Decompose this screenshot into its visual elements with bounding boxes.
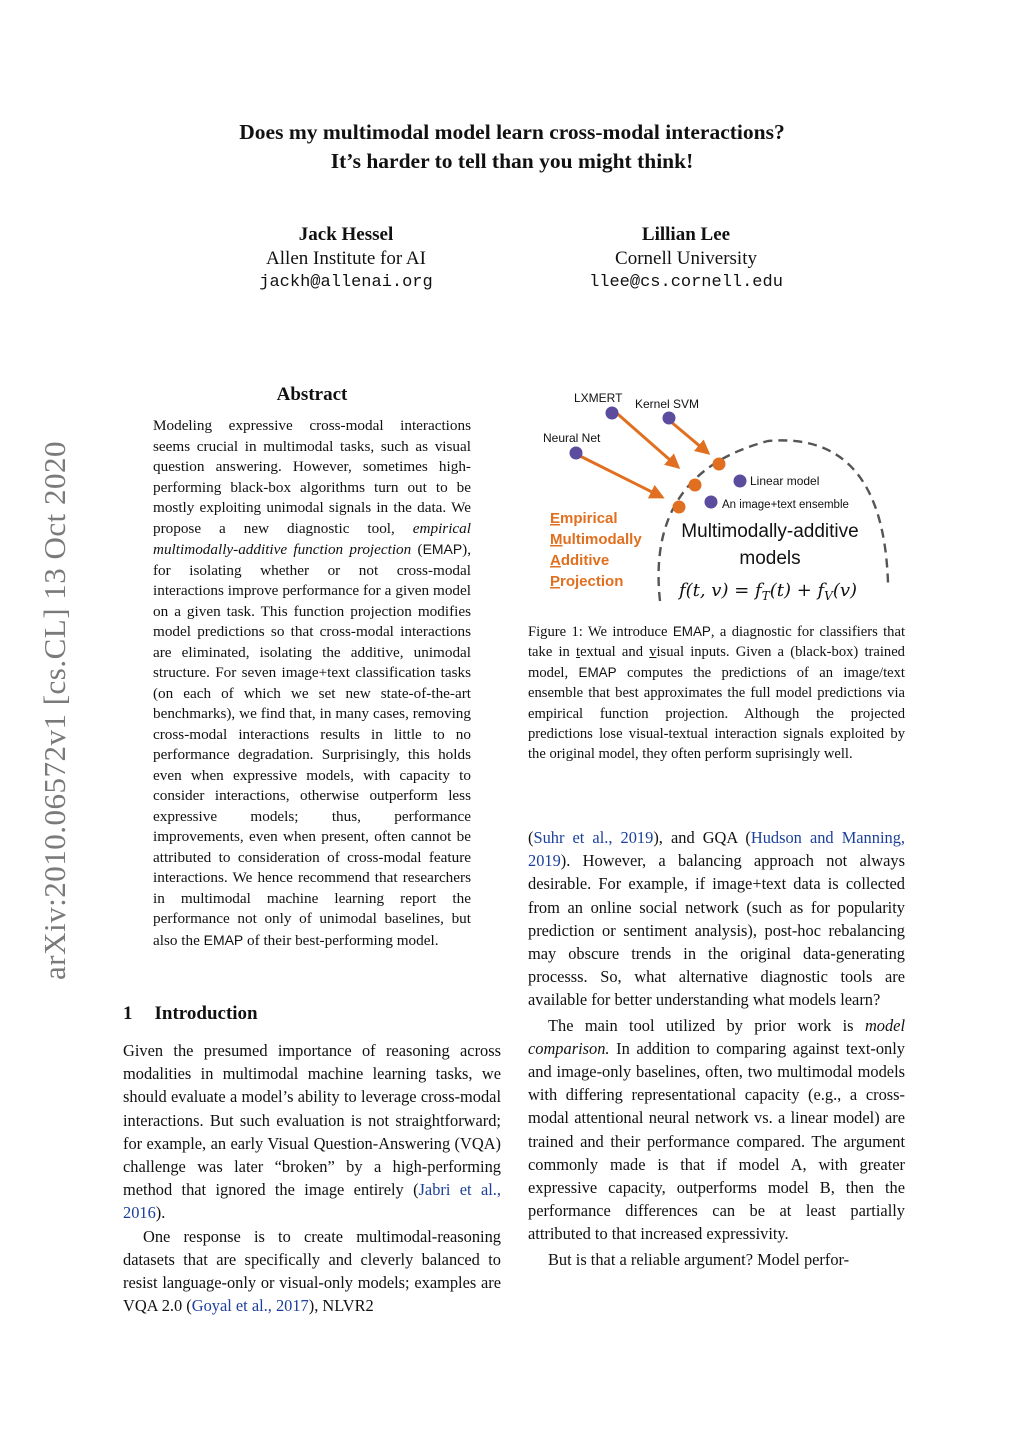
- citation-link[interactable]: Suhr et al., 2019: [533, 828, 654, 847]
- title-line-1: Does my multimodal model learn cross-modal interactions?: [239, 120, 785, 144]
- label-linear-model: Linear model: [750, 474, 820, 488]
- right-paragraph-3: But is that a reliable argument? Model perfor-: [548, 1249, 850, 1269]
- emap-word: Empirical: [550, 510, 618, 527]
- right-paragraph-1: (Suhr et al., 2019), and GQA (Hudson and Manning, 2019). However, a balancing approach not always desirable. For example, if image+text data is collected from an online social network (such as for popularity prediction or sentiment analysis), post-hoc rebalancing may obscure trends in the original data-generating processs. So, what alternative diagnostic tools are available for better understanding what models learn?: [528, 828, 905, 1010]
- projected-dot: [713, 458, 726, 471]
- model-dot-linear: [734, 475, 747, 488]
- title-line-2: It’s harder to tell than you might think!: [330, 149, 694, 173]
- citation-link[interactable]: Jabri et al., 2016: [123, 1180, 501, 1223]
- projected-dot: [673, 501, 686, 514]
- intro-paragraph-1: Given the presumed importance of reasoning across modalities in multimodal machine learning tasks, we should evaluate a model’s ability to leverage cross-modal interactions. But such evaluation is not straightforward; for example, an early Visual Question-Answering (VQA) challenge was later “broken” by a high-performing method that ignored the image entirely (Jabri et al., 2016).: [123, 1041, 501, 1223]
- author-email: llee@cs.cornell.edu: [589, 273, 783, 292]
- paper-title: [0, 118, 1024, 176]
- abstract-body: Modeling expressive cross-modal interactions seems crucial in multimodal tasks, such as visual question answering. However, sometimes high-performing black-box algorithms turn out to be mostly exploiting unimodal signals in the data. We propose a new diagnostic tool, empirical multimodally-additive function projection (EMAP), for isolating whether or not cross-modal interactions improve performance for a given model on a given task. This function projection modifies model predictions so that cross-modal interactions are eliminated, isolating the additive, unimodal structure. For seven image+text classification tasks (on each of which we set new state-of-the-art benchmarks), we find that, in many cases, removing cross-modal interactions results in little to no performance degradation. Surprisingly, this holds even when expressive models, with capacity to consider interactions, otherwise outperform less expressive models; thus, performance improvements, even when present, often cannot be attributed to consideration of cross-modal feature interactions. We hence recommend that researchers in multimodal machine learning report the performance not only of unimodal baselines, but also the EMAP of their best-performing model.: [153, 417, 472, 949]
- author-name: Jack Hessel: [298, 224, 394, 245]
- figure-1-diagram: [528, 383, 905, 613]
- model-dot-kernel-svm: [663, 412, 676, 425]
- model-dot-lxmert: [606, 407, 619, 420]
- intro-paragraph-2: One response is to create multimodal-reasoning datasets that are specifically and cleverly balanced to resist language-only or visual-only models; examples are VQA 2.0 (Goyal et al., 2017), NLVR2: [123, 1226, 501, 1316]
- section-heading-introduction: 1 Introduction: [123, 1003, 258, 1024]
- projected-dot: [689, 479, 702, 492]
- model-dot-neural-net: [570, 447, 583, 460]
- author-affiliation: Cornell University: [615, 248, 757, 269]
- citation-link[interactable]: Hudson and Manning, 2019: [528, 828, 905, 871]
- author-name: Lillian Lee: [641, 224, 731, 245]
- label-region-line-1: Multimodally-additive: [681, 521, 859, 542]
- author-block-1: [216, 223, 476, 295]
- label-region-line-2: models: [739, 548, 801, 569]
- arxiv-stamp: arXiv:2010.06572v1 [cs.CL] 13 Oct 2020: [37, 440, 72, 980]
- author-block-2: [546, 223, 826, 295]
- right-column-body: [528, 826, 905, 1271]
- citation-link[interactable]: Goyal et al., 2017: [191, 1296, 309, 1316]
- emap-word: Projection: [550, 573, 624, 590]
- right-paragraph-2: The main tool utilized by prior work is model comparison. In addition to comparing against text-only and image-only baselines, often, two multimodal models with differing representational capacity (e.g., a cross-modal attentional neural network vs. a linear model) are trained and their performance compared. The argument commonly made is that if model A, with greater expressive capacity, outperforms model B, then the performance differences can be at least partially attributed to that increased expressivity.: [528, 1015, 905, 1244]
- emap-word: Additive: [550, 552, 610, 569]
- abstract-heading: Abstract: [276, 384, 348, 405]
- emap-acronym: [550, 510, 642, 590]
- label-ensemble: An image+text ensemble: [722, 499, 849, 511]
- label-neural-net: Neural Net: [543, 431, 601, 445]
- model-dot-ensemble: [705, 496, 718, 509]
- label-kernel-svm: Kernel SVM: [635, 397, 700, 411]
- author-email: jackh@allenai.org: [259, 273, 433, 292]
- author-affiliation: Allen Institute for AI: [266, 248, 426, 269]
- projection-arrow: [670, 421, 708, 453]
- figure-1-caption: Figure 1: We introduce EMAP, a diagnostic for classifiers that take in textual and visual inputs. Given a (black-box) trained model, EMAP computes the predictions of an image/text ensemble that best approximates the full model predictions via empirical function projection. Although the projected predictions lose visual-textual interaction signals exploited by the original model, they often perform suprisingly well.: [528, 624, 905, 763]
- formula: f(t, $v) = f_T(t) + f_V(v)$: [678, 580, 858, 603]
- projection-arrow: [578, 455, 662, 497]
- intro-body: [123, 1039, 501, 1317]
- label-lxmert: LXMERT: [574, 391, 623, 405]
- emap-word: Multimodally: [550, 531, 642, 548]
